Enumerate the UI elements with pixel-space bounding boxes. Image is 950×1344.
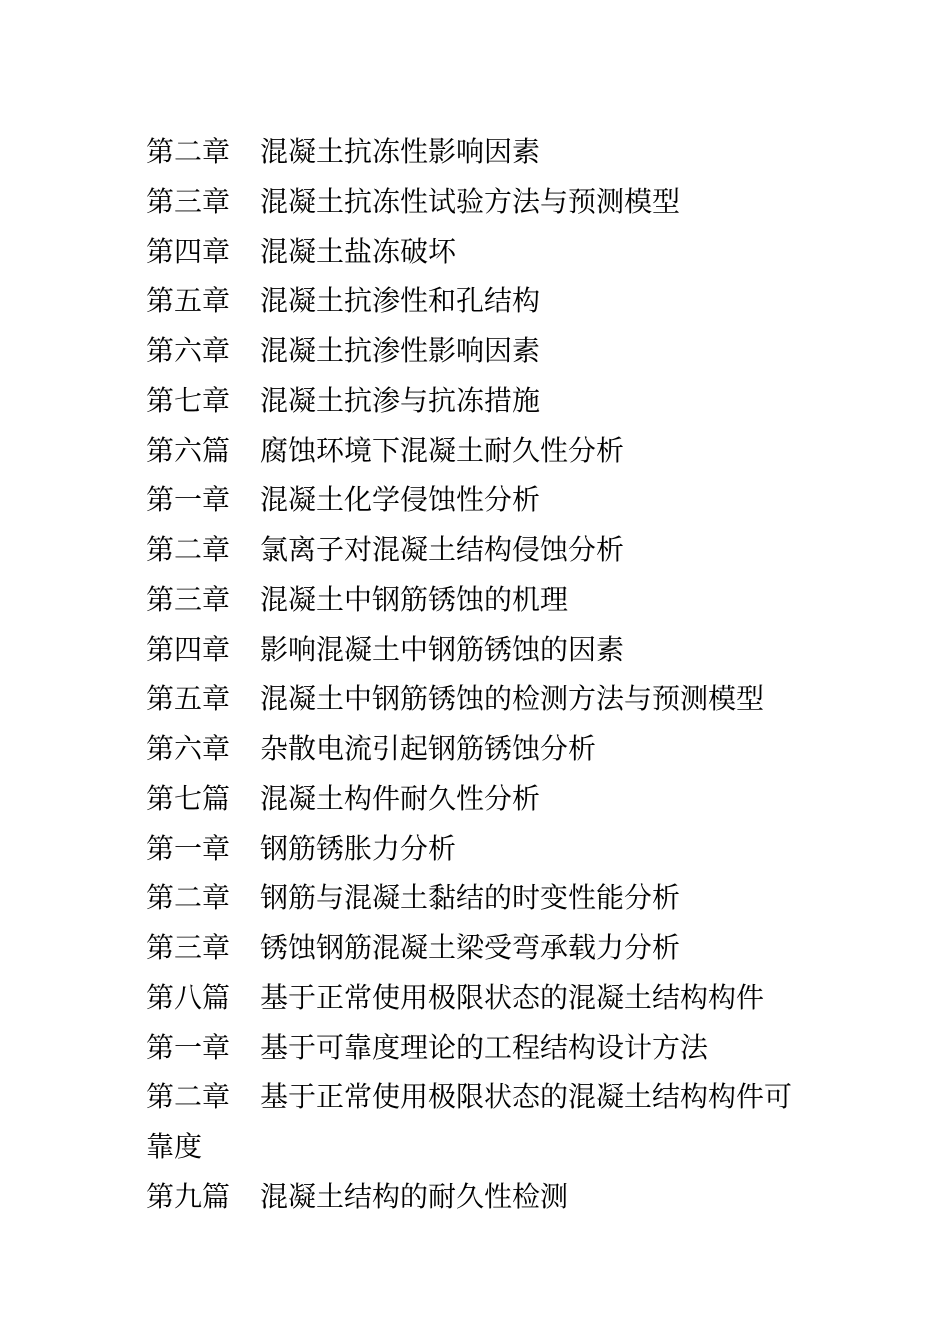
part-title: 混凝土构件耐久性分析 <box>260 781 541 815</box>
chapter-label: 第一章 <box>146 831 231 865</box>
chapter-label: 第六章 <box>146 732 231 765</box>
chapter-label: 第一章 <box>146 483 231 517</box>
toc-part-entry <box>146 973 816 1023</box>
chapter-title: 钢筋与混凝土黏结的时变性能分析 <box>260 881 681 915</box>
chapter-label: 第三章 <box>146 582 231 616</box>
chapter-label: 第二章 <box>146 881 231 915</box>
toc-entry <box>146 824 816 874</box>
chapter-title: 混凝土中钢筋锈蚀的检测方法与预测模型 <box>260 682 765 716</box>
chapter-label: 第四章 <box>146 632 231 666</box>
chapter-title: 混凝土抗渗性影响因素 <box>260 334 541 367</box>
chapter-label: 第五章 <box>146 682 231 716</box>
chapter-label: 第三章 <box>146 184 231 218</box>
chapter-title: 混凝土中钢筋锈蚀的机理 <box>260 582 569 616</box>
part-label: 第九篇 <box>146 1179 231 1213</box>
toc-part-entry <box>146 774 816 824</box>
part-label: 第八篇 <box>146 980 231 1014</box>
toc-entry <box>146 525 816 575</box>
toc-entry <box>146 276 816 326</box>
chapter-title: 混凝土抗渗性和孔结构 <box>260 284 541 318</box>
chapter-title: 锈蚀钢筋混凝土梁受弯承载力分析 <box>260 931 681 964</box>
toc-entry <box>146 177 816 227</box>
chapter-title: 混凝土抗冻性试验方法与预测模型 <box>260 184 681 218</box>
chapter-title: 杂散电流引起钢筋锈蚀分析 <box>260 732 597 765</box>
part-title: 混凝土结构的耐久性检测 <box>260 1179 569 1213</box>
chapter-label: 第五章 <box>146 284 231 318</box>
chapter-title: 影响混凝土中钢筋锈蚀的因素 <box>260 632 625 666</box>
part-title: 腐蚀环境下混凝土耐久性分析 <box>260 433 625 467</box>
toc-entry <box>146 1072 816 1172</box>
toc-entry <box>146 724 816 774</box>
chapter-label: 第二章 <box>146 533 231 566</box>
toc-part-entry <box>146 426 816 476</box>
table-of-contents <box>146 127 816 1222</box>
chapter-title: 基于正常使用极限状态的混凝土结构构件可 <box>260 1080 793 1114</box>
chapter-title: 氯离子对混凝土结构侵蚀分析 <box>260 533 625 566</box>
toc-entry <box>146 326 816 376</box>
chapter-title: 基于可靠度理论的工程结构设计方法 <box>260 1030 709 1064</box>
toc-entry <box>146 873 816 923</box>
chapter-label: 第七章 <box>146 383 231 417</box>
toc-entry <box>146 227 816 277</box>
toc-entry <box>146 923 816 973</box>
toc-entry <box>146 1023 816 1073</box>
chapter-label: 第一章 <box>146 1030 231 1064</box>
chapter-label: 第六章 <box>146 334 231 367</box>
toc-entry <box>146 625 816 675</box>
chapter-title: 混凝土盐冻破坏 <box>260 234 457 268</box>
toc-entry <box>146 475 816 525</box>
chapter-title: 混凝土抗渗与抗冻措施 <box>260 383 541 417</box>
chapter-title: 混凝土抗冻性影响因素 <box>260 135 541 168</box>
toc-part-entry <box>146 1172 816 1222</box>
chapter-title-continuation: 靠度 <box>146 1130 203 1163</box>
toc-entry <box>146 376 816 426</box>
chapter-label: 第四章 <box>146 234 231 268</box>
part-label: 第六篇 <box>146 433 231 467</box>
chapter-label: 第二章 <box>146 135 231 168</box>
toc-entry <box>146 575 816 625</box>
chapter-title: 混凝土化学侵蚀性分析 <box>260 483 541 517</box>
chapter-title: 钢筋锈胀力分析 <box>260 831 457 865</box>
chapter-label: 第二章 <box>146 1080 231 1114</box>
toc-entry <box>146 674 816 724</box>
chapter-label: 第三章 <box>146 931 231 964</box>
toc-entry <box>146 127 816 177</box>
part-label: 第七篇 <box>146 781 231 815</box>
part-title: 基于正常使用极限状态的混凝土结构构件 <box>260 980 765 1014</box>
